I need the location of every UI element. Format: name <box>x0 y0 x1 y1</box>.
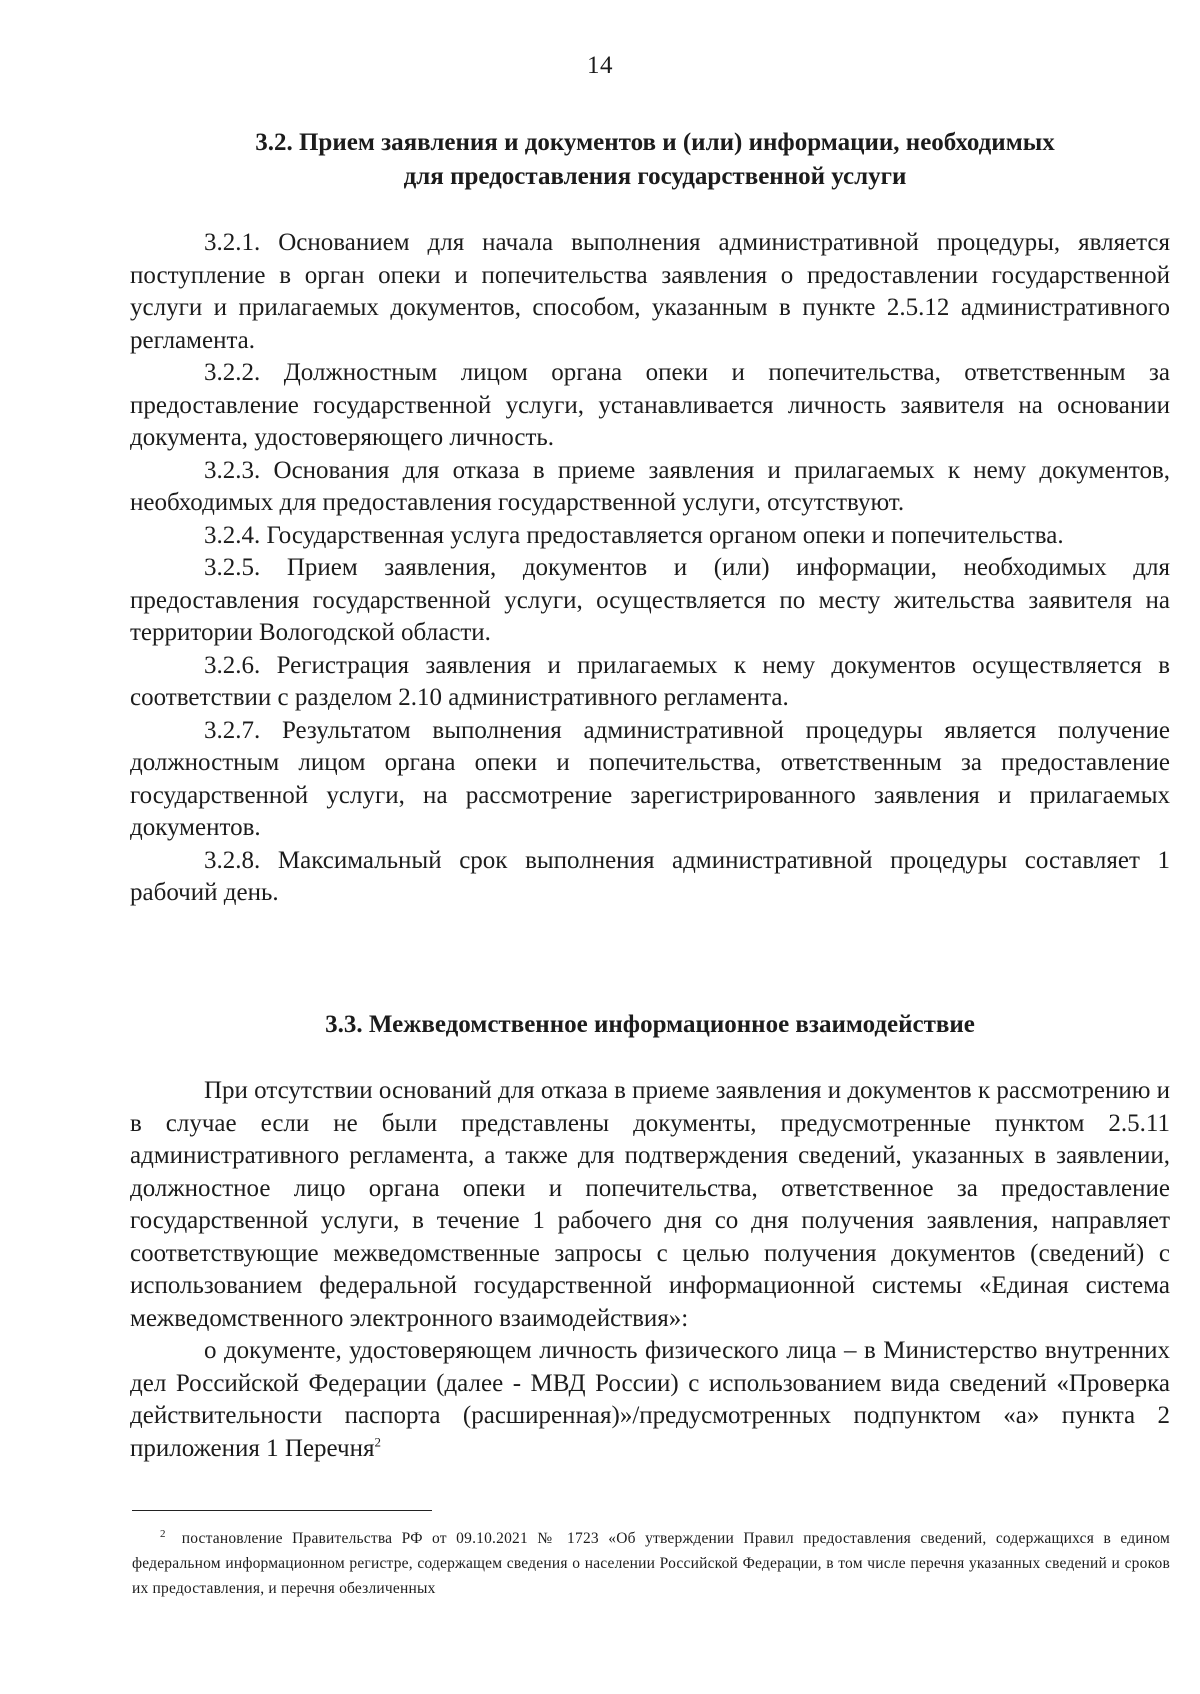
paragraph-3-3-passport <box>130 1335 1170 1465</box>
paragraph-3-2-1: 3.2.1. Основанием для начала выполнения административной процедуры, является поступление в орган опеки и попечительства заявления о предоставлении государственной услуги и прилагаемых документов, способом, указанным в пункте 2.5.12 административного регламента. <box>130 229 1170 354</box>
page-number: 14 <box>587 52 613 79</box>
section-3-3-heading: 3.3. Межведомственное информационное взаимодействие <box>325 1011 975 1038</box>
paragraph-3-2-3: 3.2.3. Основания для отказа в приеме заявления и прилагаемых к нему документов, необходимых для предоставления государственной услуги, отсутствуют. <box>130 456 1170 516</box>
paragraph-3-2-4: 3.2.4. Государственная услуга предоставляется органом опеки и попечительства. <box>204 521 1064 549</box>
paragraph-3-2-2: 3.2.2. Должностным лицом органа опеки и попечительства, ответственным за предоставление государственной услуги, устанавливается личность заявителя на основании документа, удостоверяющего личность. <box>130 359 1170 451</box>
paragraph-3-2-5: 3.2.5. Прием заявления, документов и (или) информации, необходимых для предоставления государственной услуги, осуществляется по месту жительства заявителя на территории Вологодской области. <box>130 554 1170 646</box>
paragraph-3-3-intro: При отсутствии оснований для отказа в приеме заявления и документов к рассмотрению и в случае если не были представлены документы, предусмотренные пунктом 2.5.11 административного регламента, а также для подтверждения сведений, указанных в заявлении, должностное лицо органа опеки и попечительства, ответственное за предоставление государственной услуги, в течение 1 рабочего дня со дня получения заявления, направляет соответствующие межведомственные запросы с целью получения документов (сведений) с использованием федеральной государственной информационной системы «Единая система межведомственного электронного взаимодействия»: <box>130 1077 1171 1332</box>
section-3-2-heading <box>150 126 1160 194</box>
paragraph-3-2-6: 3.2.6. Регистрация заявления и прилагаемых к нему документов осуществляется в соответствии с разделом 2.10 административного регламента. <box>130 651 1170 711</box>
paragraph-3-2-7: 3.2.7. Результатом выполнения административной процедуры является получение должностным лицом органа опеки и попечительства, ответственным за предоставление государственной услуги, на рассмотрение зарегистрированного заявления и прилагаемых документов. <box>130 716 1170 841</box>
footnote-text: постановление Правительства РФ от 09.10.2021 № 1723 «Об утверждении Правил предоставления сведений, содержащихся в едином федеральном информационном регистре, содержащем сведения о населении Российской Федерации, в том числе перечня указанных сведений и сроков их предоставления, и перечня обезличенных <box>132 1530 1170 1598</box>
section-3-3-body <box>130 1075 1170 1465</box>
footnote-divider <box>132 1510 432 1511</box>
footnote-mark: 2 <box>160 1528 166 1540</box>
footnote <box>132 1522 1170 1601</box>
section-3-3-heading-block <box>130 1008 1170 1042</box>
section-3-2-body <box>130 227 1170 910</box>
paragraph-3-2-8: 3.2.8. Максимальный срок выполнения административной процедуры составляет 1 рабочий день. <box>130 846 1170 906</box>
section-3-2-heading-line-1: 3.2. Прием заявления и документов и (или) информации, необходимых <box>255 129 1055 156</box>
section-3-2-heading-line-2: для предоставления государственной услуги <box>403 163 907 190</box>
footnote-reference[interactable]: 2 <box>374 1434 381 1450</box>
paragraph-3-3-passport-text: о документе, удостоверяющем личность физического лица – в Министерство внутренних дел Российской Федерации (далее - МВД России) с использованием вида сведений «Проверка действительности паспорта (расширенная)»/предусмотренных подпунктом «а» пункта 2 приложения 1 Перечня <box>130 1337 1170 1462</box>
